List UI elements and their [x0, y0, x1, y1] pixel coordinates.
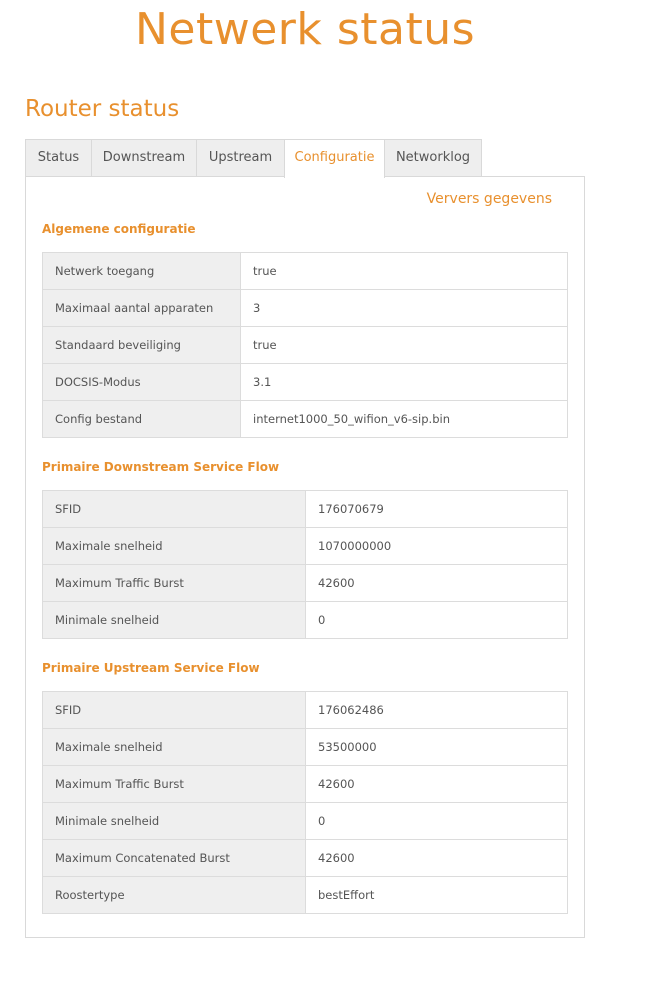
row-key: SFID: [43, 692, 306, 729]
tab-configuratie[interactable]: Configuratie: [284, 139, 385, 178]
row-value: internet1000_50_wifion_v6-sip.bin: [241, 401, 568, 438]
table-row: [43, 602, 568, 639]
row-key: Minimale snelheid: [43, 602, 306, 639]
table-row: [43, 253, 568, 290]
row-value: 1070000000: [306, 528, 568, 565]
row-value: 42600: [306, 565, 568, 602]
row-value: 42600: [306, 766, 568, 803]
row-value: 0: [306, 602, 568, 639]
table-row: [43, 327, 568, 364]
row-value: true: [241, 253, 568, 290]
row-value: true: [241, 327, 568, 364]
table-row: [43, 840, 568, 877]
row-value: 3: [241, 290, 568, 327]
row-value: bestEffort: [306, 877, 568, 914]
row-value: 3.1: [241, 364, 568, 401]
upstream-flow-table: [42, 691, 568, 914]
tab-networklog[interactable]: Networklog: [384, 139, 482, 177]
row-key: Maximum Concatenated Burst: [43, 840, 306, 877]
table-row: [43, 364, 568, 401]
downstream-flow-title: Primaire Downstream Service Flow: [42, 460, 280, 474]
tab-downstream[interactable]: Downstream: [91, 139, 197, 177]
row-key: Config bestand: [43, 401, 241, 438]
section-title: Router status: [25, 96, 180, 122]
page-title: Netwerk status: [134, 4, 476, 55]
upstream-flow-title: Primaire Upstream Service Flow: [42, 661, 260, 675]
row-key: SFID: [43, 491, 306, 528]
row-key: Maximale snelheid: [43, 729, 306, 766]
row-value: 176062486: [306, 692, 568, 729]
table-row: [43, 729, 568, 766]
table-row: [43, 528, 568, 565]
tab-status[interactable]: Status: [25, 139, 92, 177]
row-key: Minimale snelheid: [43, 803, 306, 840]
row-key: Maximum Traffic Burst: [43, 766, 306, 803]
row-key: Maximale snelheid: [43, 528, 306, 565]
table-row: [43, 803, 568, 840]
row-key: Maximaal aantal apparaten: [43, 290, 241, 327]
tab-bar: [25, 139, 481, 177]
row-key: Netwerk toegang: [43, 253, 241, 290]
table-row: [43, 766, 568, 803]
row-key: Standaard beveiliging: [43, 327, 241, 364]
config-panel: [25, 176, 585, 938]
row-value: 0: [306, 803, 568, 840]
table-row: [43, 491, 568, 528]
downstream-flow-table: [42, 490, 568, 639]
table-row: [43, 290, 568, 327]
row-value: 176070679: [306, 491, 568, 528]
general-config-title: Algemene configuratie: [42, 222, 196, 236]
refresh-link[interactable]: Ververs gegevens: [426, 191, 552, 207]
row-value: 42600: [306, 840, 568, 877]
general-config-table: [42, 252, 568, 438]
row-key: DOCSIS-Modus: [43, 364, 241, 401]
table-row: [43, 692, 568, 729]
table-row: [43, 401, 568, 438]
row-key: Maximum Traffic Burst: [43, 565, 306, 602]
row-value: 53500000: [306, 729, 568, 766]
table-row: [43, 565, 568, 602]
row-key: Roostertype: [43, 877, 306, 914]
table-row: [43, 877, 568, 914]
tab-upstream[interactable]: Upstream: [196, 139, 285, 177]
